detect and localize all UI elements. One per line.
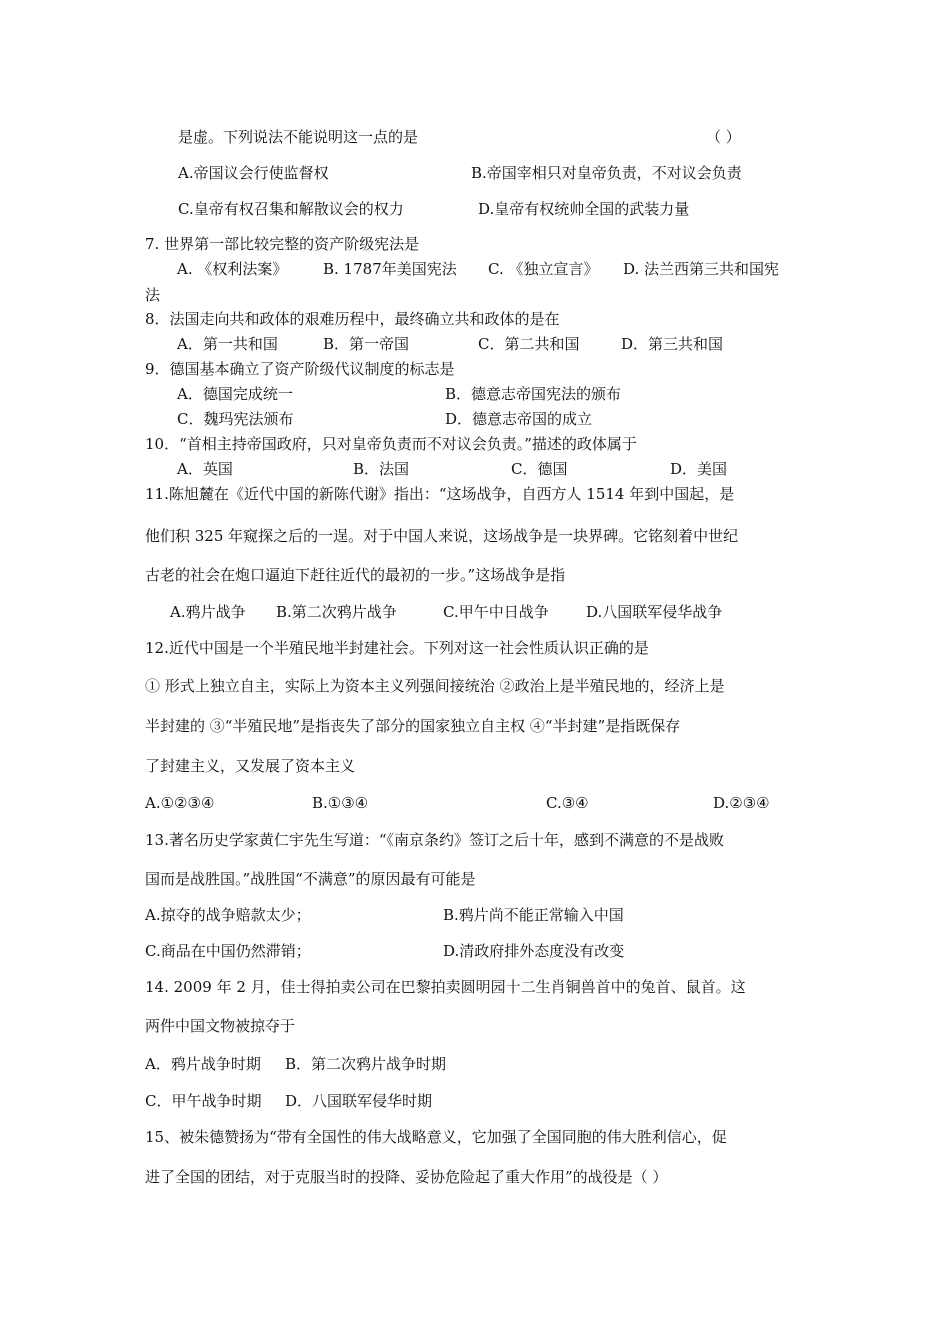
q14-option-b: B．第二次鸦片战争时期 [285,1055,447,1073]
q11-option-a: A.鸦片战争 [170,603,246,621]
q12-stem-line-1: 12.近代中国是一个半殖民地半封建社会。下列对这一社会性质认识正确的是 [145,639,649,657]
q10-stem: 10．“首相主持帝国政府，只对皇帝负责而不对议会负责。”描述的政体属于 [145,435,637,453]
q7-option-b: B. 1787年美国宪法 [323,260,457,278]
q6-option-b: B.帝国宰相只对皇帝负责，不对议会负责 [471,164,742,182]
q12-option-a: A.①②③④ [145,794,215,812]
q7-option-a: A. 《权利法案》 [177,260,288,278]
q7-stem: 7. 世界第一部比较完整的资产阶级宪法是 [145,235,420,253]
q13-option-b: B.鸦片尚不能正常输入中国 [443,906,624,924]
q10-option-d: D．美国 [670,460,728,478]
q13-option-d: D.清政府排外态度没有改变 [443,942,625,960]
q15-stem-line-2: 进了全国的团结，对于克服当时的投降、妥协危险起了重大作用”的战役是（ ） [145,1168,668,1186]
q6-option-a: A.帝国议会行使监督权 [178,164,329,182]
q7-option-c: C. 《独立宣言》 [488,260,599,278]
q14-stem-line-2: 两件中国文物被掠夺于 [145,1017,296,1035]
q6-answer-paren: （ ） [706,128,741,146]
q7-wrap: 法 [145,286,161,304]
q14-option-c: C．甲午战争时期 [145,1092,262,1110]
q10-option-b: B．法国 [353,460,410,478]
q14-option-d: D．八国联军侵华时期 [285,1092,433,1110]
q9-option-b: B．德意志帝国宪法的颁布 [445,385,622,403]
q7-option-d: D. 法兰西第三共和国宪 [623,260,780,278]
q14-stem-line-1: 14. 2009 年 2 月，佳士得拍卖公司在巴黎拍卖圆明园十二生肖铜兽首中的兔首、鼠首。这 [145,978,746,996]
q10-option-a: A．英国 [177,460,233,478]
q9-option-d: D．德意志帝国的成立 [445,410,593,428]
q10-option-c: C．德国 [511,460,568,478]
q11-stem-line-1: 11.陈旭麓在《近代中国的新陈代谢》指出：“这场战争，自西方人 1514 年到中国起，是 [145,485,735,503]
q11-stem-line-3: 古老的社会在炮口逼迫下赶往近代的最初的一步。”这场战争是指 [145,566,566,584]
q11-stem-line-2: 他们积 325 年窥探之后的一逞。对于中国人来说，这场战争是一块界碑。它铭刻着中世纪 [145,527,739,545]
q12-stem-line-4: 了封建主义，又发展了资本主义 [145,757,356,775]
q12-stem-line-2: ① 形式上独立自主，实际上为资本主义列强间接统治 ②政治上是半殖民地的，经济上是 [145,677,725,695]
q12-option-d: D.②③④ [713,794,770,812]
q6-option-c: C.皇帝有权召集和解散议会的权力 [178,200,404,218]
q8-option-c: C．第二共和国 [478,335,580,353]
q6-option-d: D.皇帝有权统帅全国的武装力量 [478,200,690,218]
q9-option-c: C．魏玛宪法颁布 [177,410,294,428]
q9-option-a: A．德国完成统一 [177,385,293,403]
q8-option-a: A．第一共和国 [177,335,278,353]
q11-option-b: B.第二次鸦片战争 [276,603,397,621]
q12-stem-line-3: 半封建的 ③“半殖民地”是指丧失了部分的国家独立自主权 ④“半封建”是指既保存 [145,717,681,735]
q15-stem-line-1: 15、被朱德赞扬为“带有全国性的伟大战略意义，它加强了全国同胞的伟大胜利信心，促 [145,1128,727,1146]
q8-option-d: D．第三共和国 [621,335,724,353]
q9-stem: 9．德国基本确立了资产阶级代议制度的标志是 [145,360,455,378]
q6-stem-continuation: 是虚。下列说法不能说明这一点的是 [178,128,419,146]
q8-stem: 8．法国走向共和政体的艰难历程中，最终确立共和政体的是在 [145,310,560,328]
q13-option-c: C.商品在中国仍然滞销； [145,942,311,960]
q11-option-c: C.甲午中日战争 [443,603,549,621]
q12-option-b: B.①③④ [312,794,369,812]
q13-stem-line-1: 13.著名历史学家黄仁宇先生写道：“《南京条约》签订之后十年，感到不满意的不是战败 [145,831,725,849]
q12-option-c: C.③④ [546,794,589,812]
q13-option-a: A.掠夺的战争赔款太少； [145,906,311,924]
q11-option-d: D.八国联军侵华战争 [586,603,723,621]
q13-stem-line-2: 国而是战胜国。”战胜国“不满意”的原因最有可能是 [145,870,476,888]
q8-option-b: B．第一帝国 [323,335,410,353]
q14-option-a: A．鸦片战争时期 [145,1055,261,1073]
